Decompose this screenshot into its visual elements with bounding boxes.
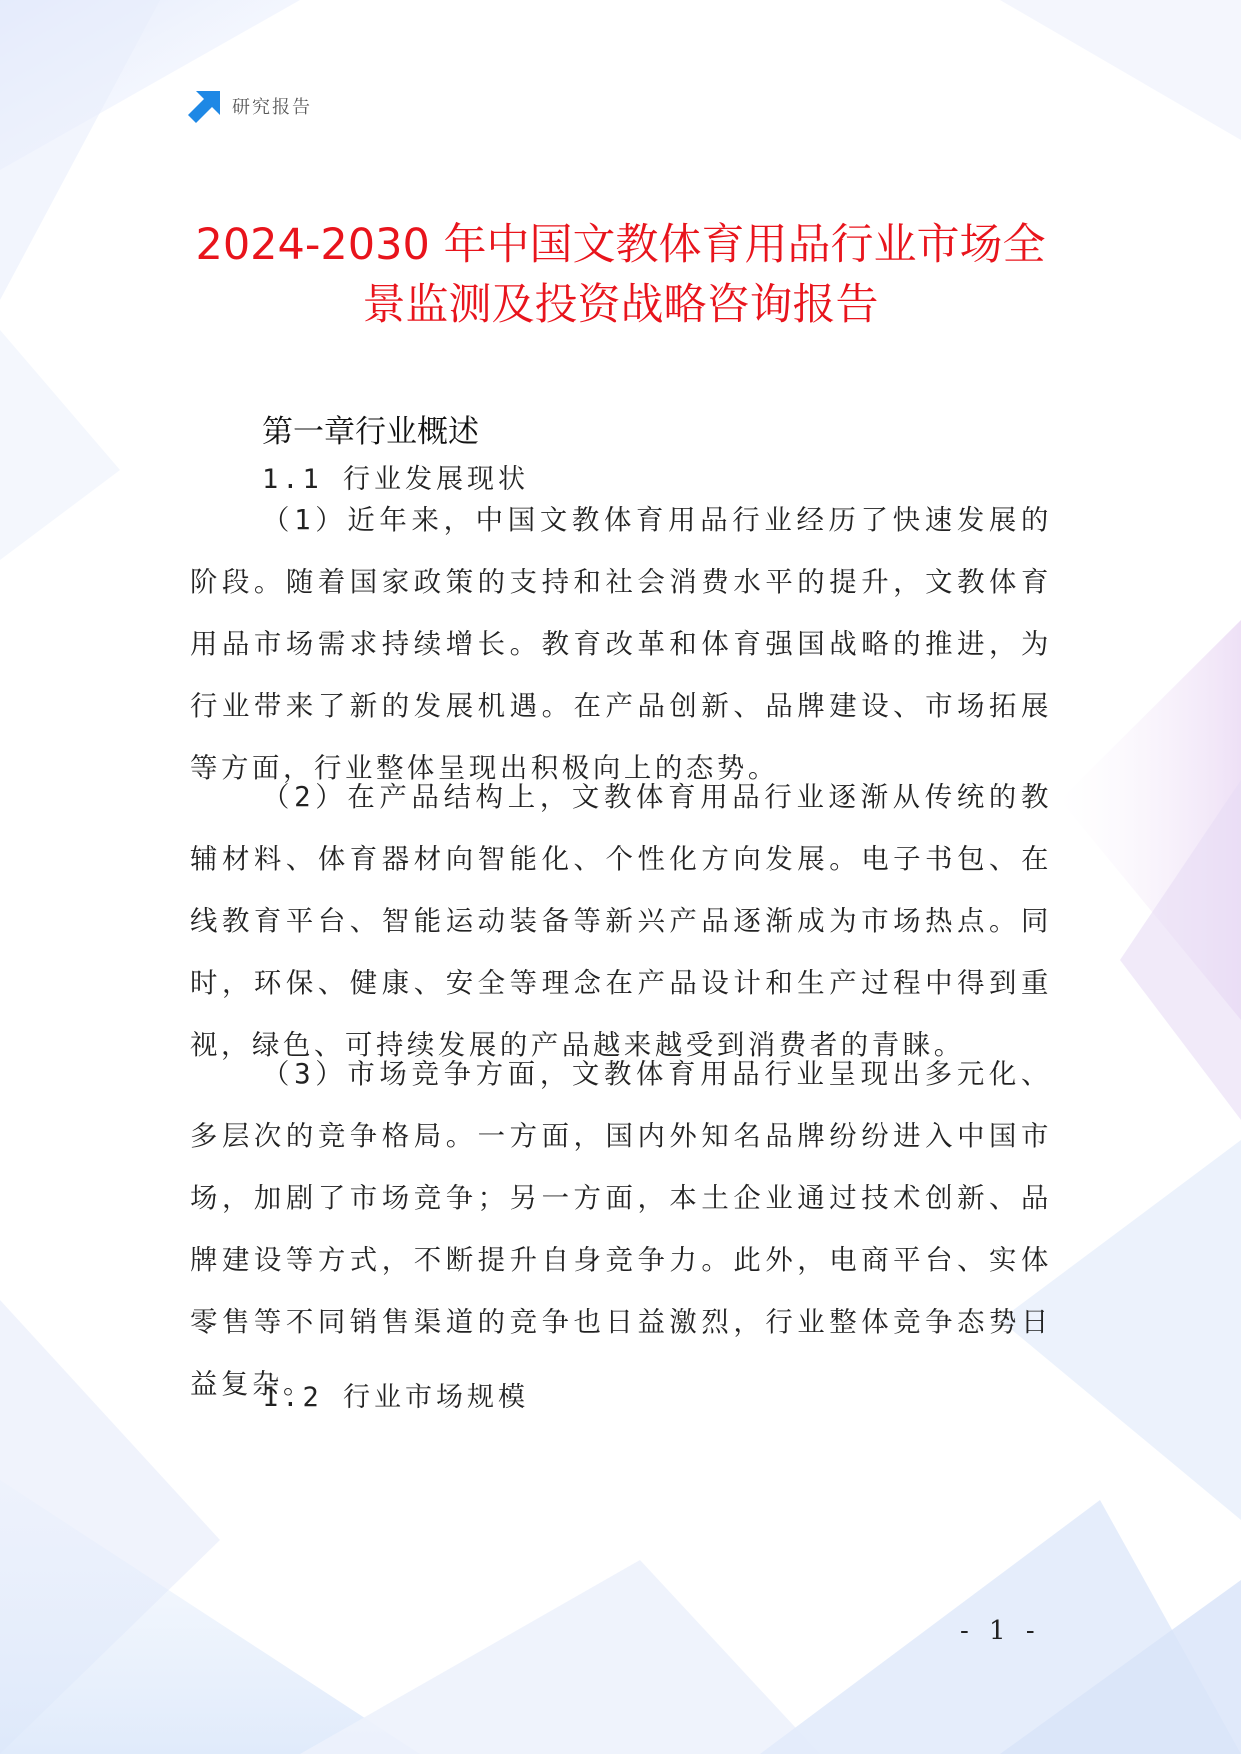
title-line-1: 2024-2030 年中国文教体育用品行业市场全: [195, 220, 1046, 270]
header-label: 研究报告: [232, 97, 312, 118]
section-heading-1-1: 1.1 行业发展现状: [262, 464, 530, 495]
paragraph-1: （1）近年来，中国文教体育用品行业经历了快速发展的阶段。随着国家政策的支持和社会消费水平的提升，文教体育用品市场需求持续增长。教育改革和体育强国战略的推进，为行业带来了新的发展机遇。在产品创新、品牌建设、市场拓展等方面，行业整体呈现出积极向上的态势。: [190, 505, 1052, 784]
document-title: [150, 215, 1091, 335]
section-heading-1-2: 1.2 行业市场规模: [262, 1382, 530, 1413]
title-line-2: 景监测及投资战略咨询报告: [362, 280, 879, 330]
paragraph-2: （2）在产品结构上，文教体育用品行业逐渐从传统的教辅材料、体育器材向智能化、个性化方向发展。电子书包、在线教育平台、智能运动装备等新兴产品逐渐成为市场热点。同时，环保、健康、安全等理念在产品设计和生产过程中得到重视，绿色、可持续发展的产品越来越受到消费者的青睐。: [190, 782, 1052, 1061]
page-number: - 1 -: [960, 1616, 1041, 1646]
report-header: [188, 88, 312, 124]
arrow-up-right-icon: [188, 89, 222, 123]
chapter-heading: 第一章行业概述: [262, 414, 479, 450]
paragraph-3: （3）市场竞争方面，文教体育用品行业呈现出多元化、多层次的竞争格局。一方面，国内外知名品牌纷纷进入中国市场，加剧了市场竞争；另一方面，本土企业通过技术创新、品牌建设等方式，不断提升自身竞争力。此外，电商平台、实体零售等不同销售渠道的竞争也日益激烈，行业整体竞争态势日益复杂。: [190, 1059, 1052, 1400]
